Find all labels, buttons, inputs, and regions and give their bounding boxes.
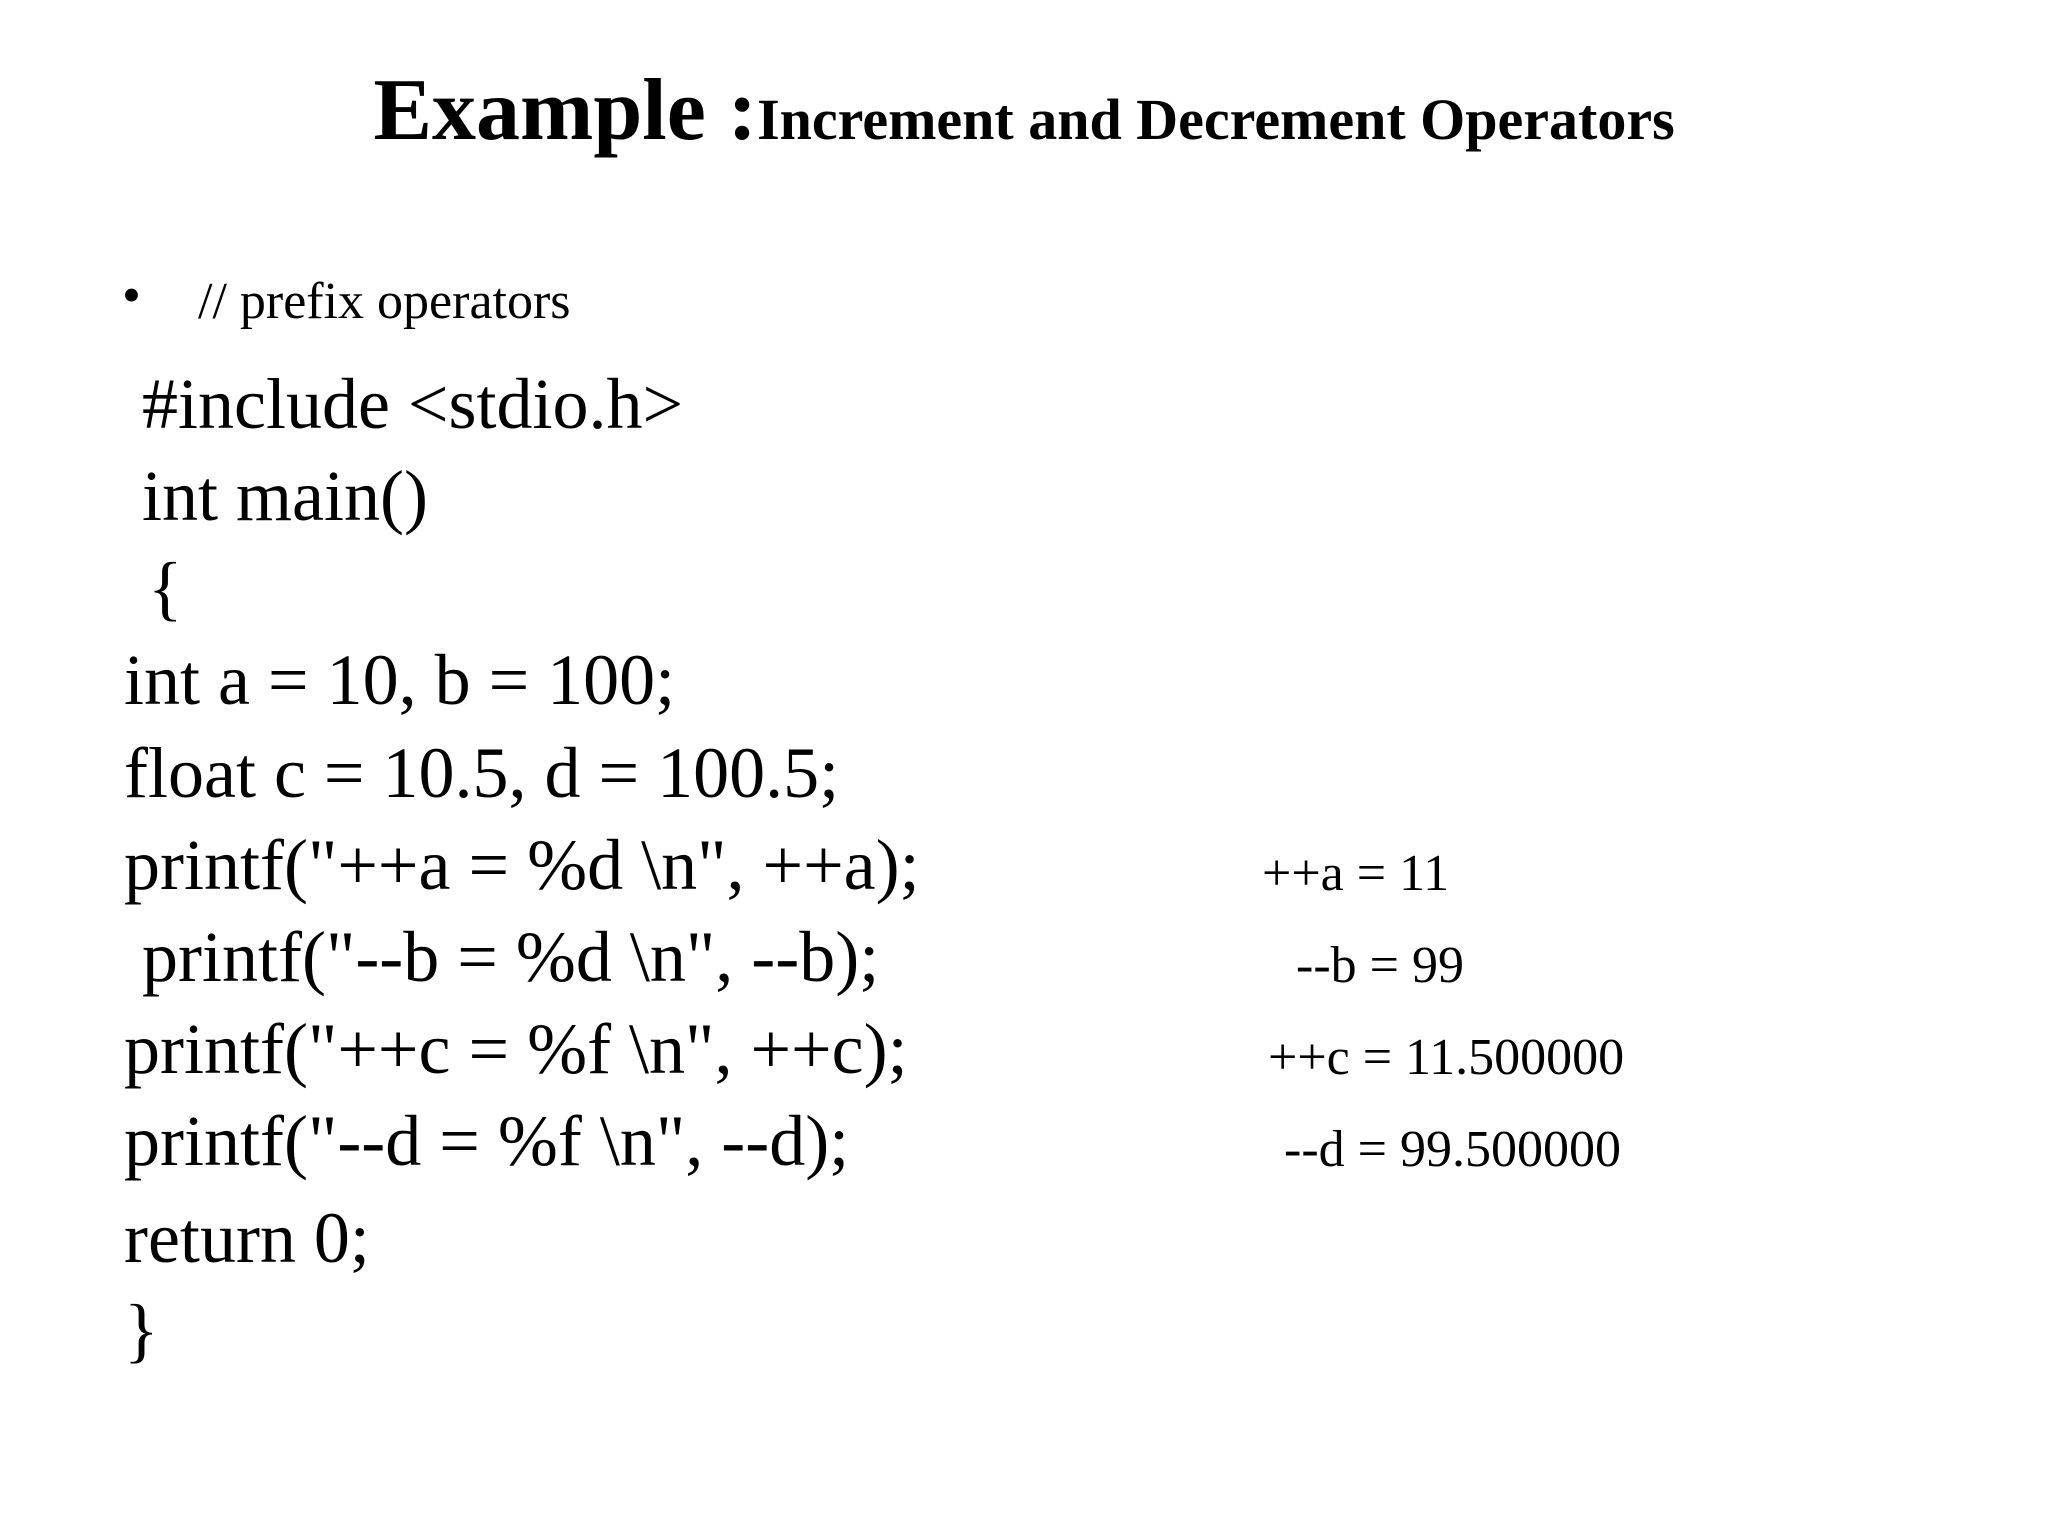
- code-line-return: return 0;: [124, 1198, 370, 1278]
- code-line-int-decl: int a = 10, b = 100;: [124, 640, 676, 720]
- code-line-printf-c: printf("++c = %f \n", ++c);: [124, 1009, 908, 1089]
- code-line-printf-b: printf("--b = %d \n", --b);: [142, 917, 880, 997]
- code-line-include: #include <stdio.h>: [142, 364, 684, 444]
- output-line-b: --b = 99: [1296, 937, 1464, 994]
- code-line-float-decl: float c = 10.5, d = 100.5;: [124, 733, 840, 813]
- output-line-a: ++a = 11: [1262, 845, 1450, 902]
- output-line-c: ++c = 11.500000: [1268, 1029, 1625, 1086]
- code-line-close-brace: }: [124, 1290, 159, 1370]
- code-line-open-brace: {: [148, 548, 183, 628]
- code-line-printf-a: printf("++a = %d \n", ++a);: [124, 825, 920, 905]
- code-comment: // prefix operators: [198, 273, 571, 330]
- code-line-printf-d: printf("--d = %f \n", --d);: [124, 1101, 850, 1181]
- output-line-d: --d = 99.500000: [1284, 1121, 1621, 1178]
- code-line-main: int main(): [142, 456, 428, 536]
- title-main: Example :: [373, 62, 758, 159]
- slide-title: [0, 60, 2048, 161]
- title-subtitle: Increment and Decrement Operators: [757, 87, 1675, 152]
- bullet-marker: •: [122, 265, 141, 325]
